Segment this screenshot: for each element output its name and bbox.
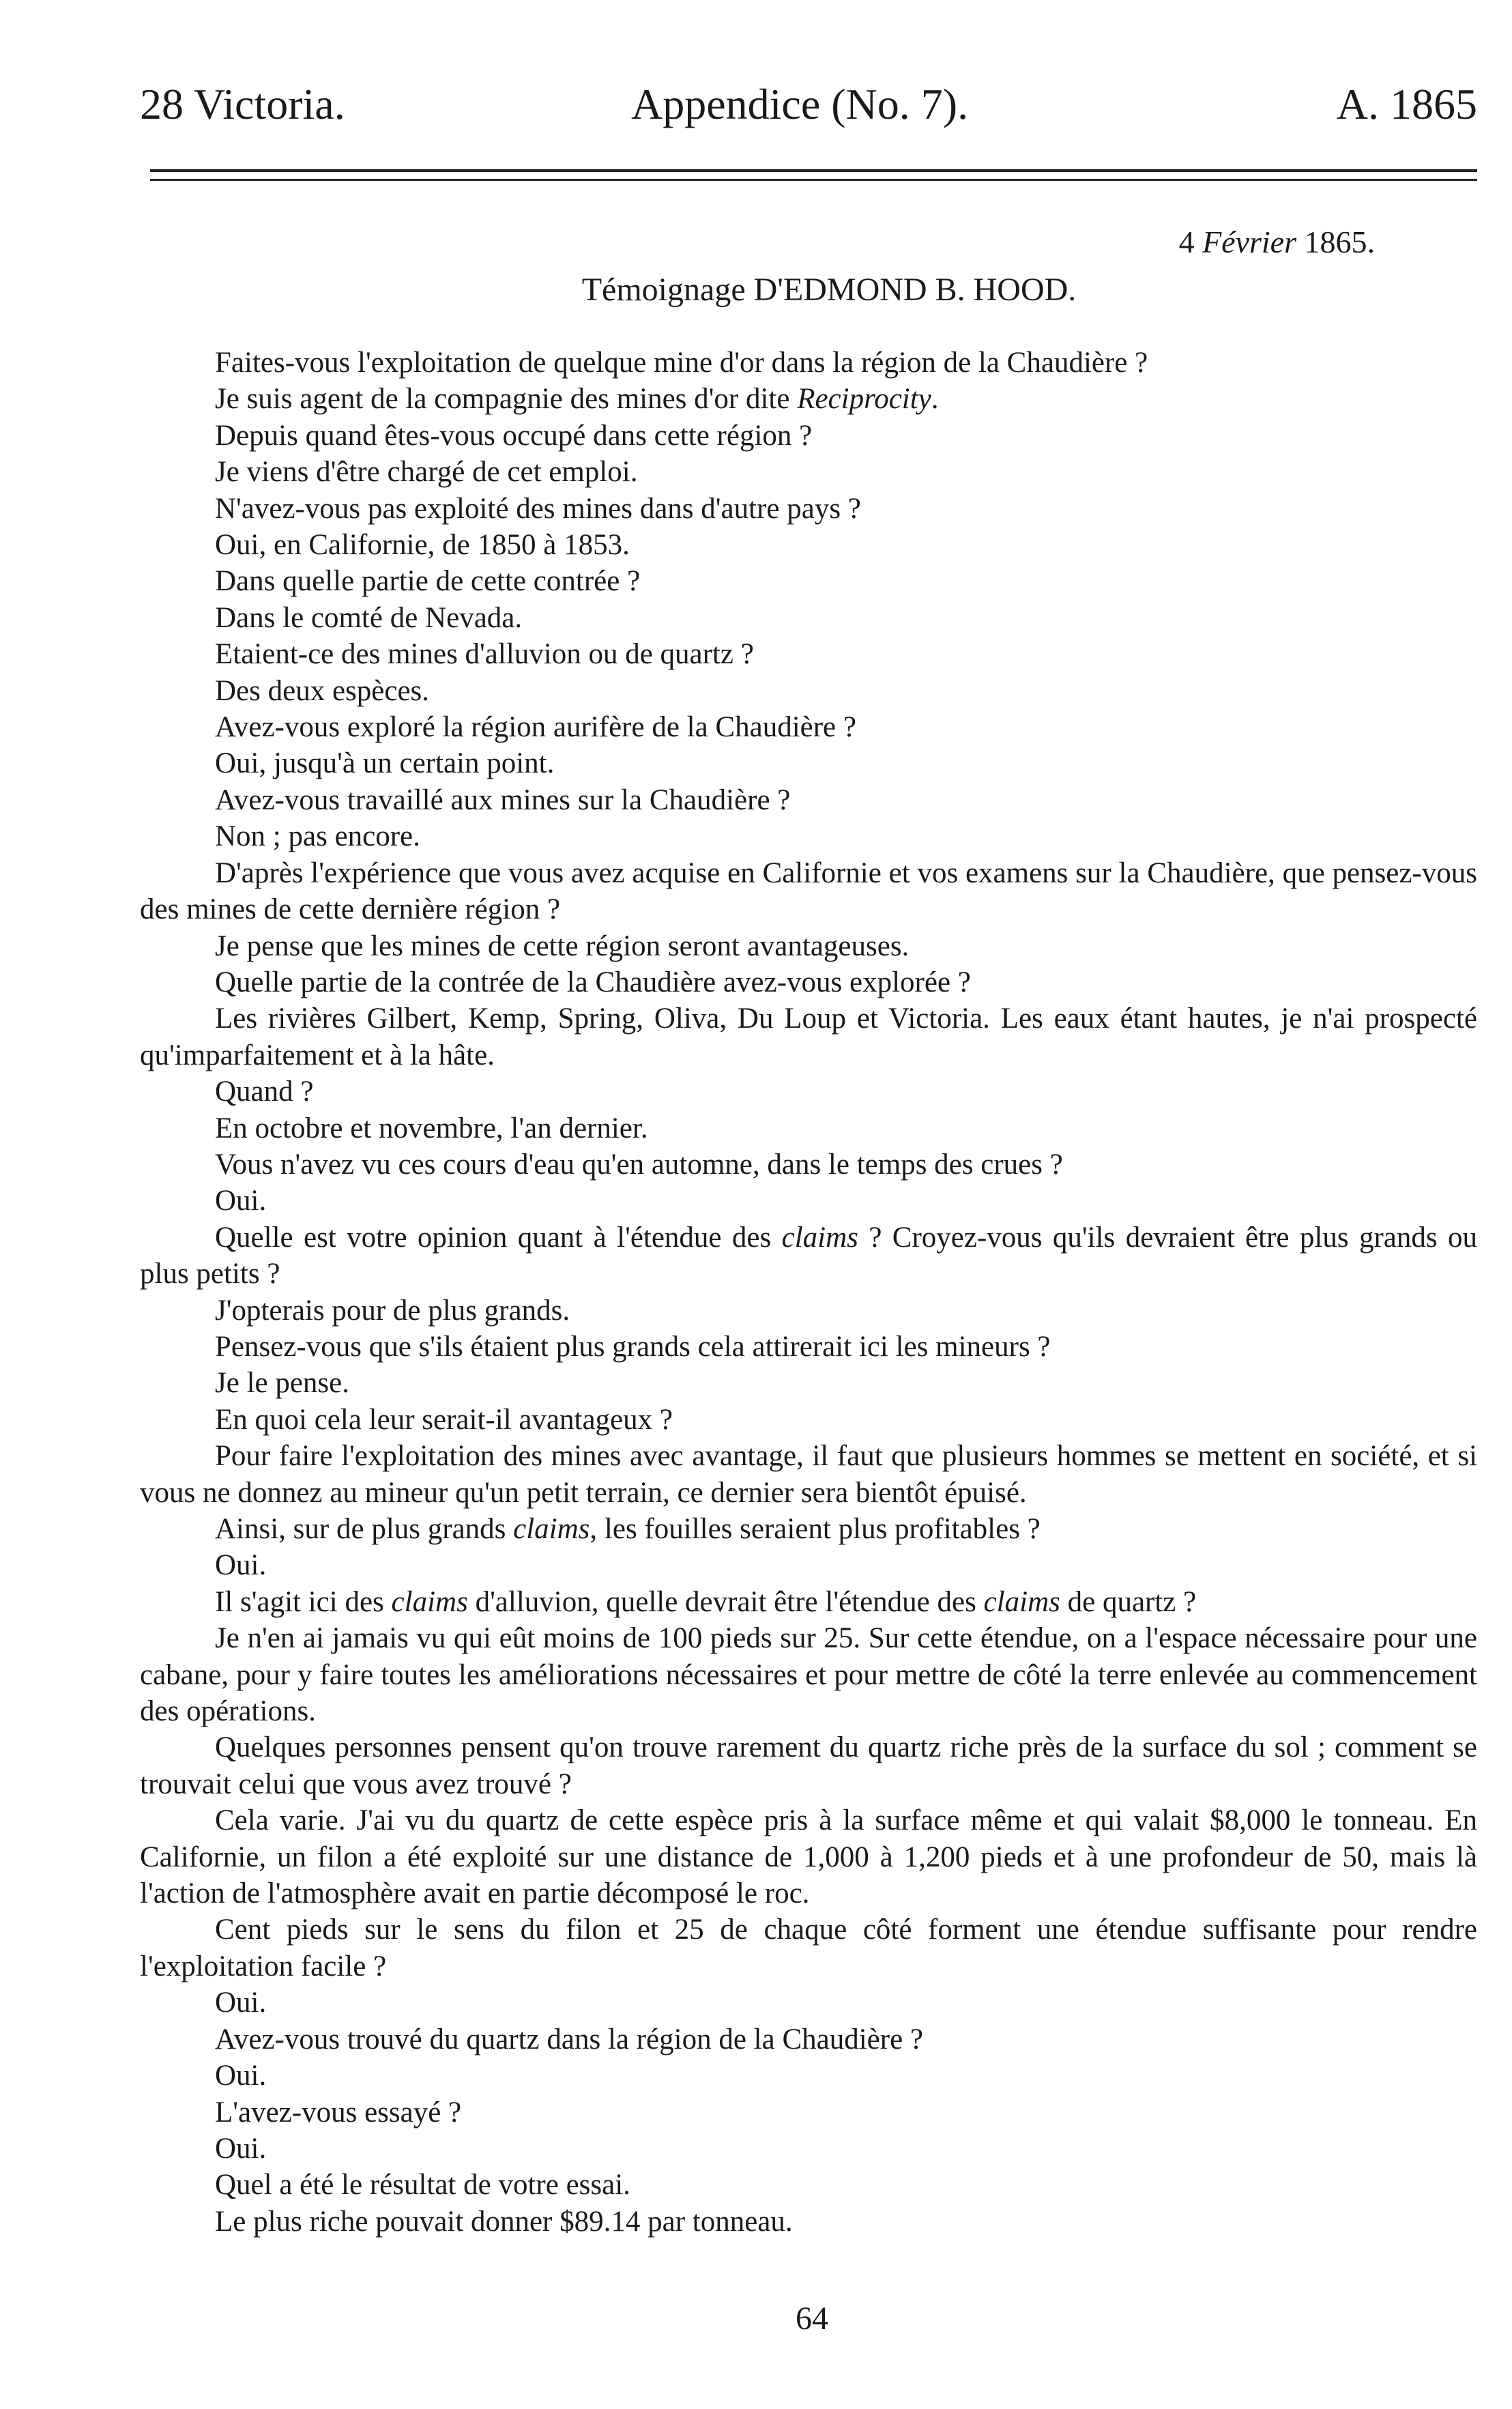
testimony-paragraph: Oui.: [215, 2060, 267, 2092]
testimony-paragraph: Oui.: [215, 1549, 267, 1582]
testimony-paragraph: Pour faire l'exploitation des mines avec avantage, il faut que plusieurs hommes se mettent en société, et si vous ne donnez au mineur qu'un petit terrain, ce dernier sera bientôt épuisé.: [140, 1440, 1477, 1509]
testimony-paragraph: Je le pense.: [215, 1367, 350, 1400]
testimony-paragraph: Quand ?: [215, 1076, 314, 1108]
testimony-paragraph: En quoi cela leur serait-il avantageux ?: [215, 1403, 673, 1436]
testimony-title: Témoignage D'EDMOND B. HOOD.: [581, 272, 1077, 308]
testimony-paragraph: En octobre et novembre, l'an dernier.: [215, 1112, 648, 1144]
testimony-paragraph: Quel a été le résultat de votre essai.: [215, 2169, 630, 2202]
testimony-paragraph: Je viens d'être chargé de cet emploi.: [215, 456, 638, 489]
testimony-paragraph: Les rivières Gilbert, Kemp, Spring, Oliva, Du Loup et Victoria. Les eaux étant hautes, je n'ai prospecté qu'imparfaitement et à la hâte.: [140, 1002, 1477, 1071]
running-header: [140, 74, 1477, 135]
date-year: 1865.: [1304, 225, 1375, 259]
testimony-paragraph: Des deux espèces.: [215, 674, 430, 707]
testimony-paragraph: Pensez-vous que s'ils étaient plus grands cela attirerait ici les mineurs ?: [215, 1330, 1051, 1363]
testimony-paragraph: J'opterais pour de plus grands.: [215, 1294, 570, 1327]
paragraph-text: , les fouilles seraient plus profitables ?: [590, 1513, 1041, 1545]
testimony-paragraph: Etaient-ce des mines d'alluvion ou de quartz ?: [215, 638, 754, 671]
date-day: 4: [1178, 225, 1195, 259]
testimony-paragraph: [140, 381, 1477, 417]
testimony-paragraph: Avez-vous trouvé du quartz dans la région de la Chaudière ?: [215, 2023, 923, 2055]
testimony-paragraph: Je n'en ai jamais vu qui eût moins de 100 pieds sur 25. Sur cette étendue, on a l'espace nécessaire pour une cabane, pour y faire toutes les améliorations nécessaires et pour mettre de côté la terre enlevée au commencement des opérations.: [140, 1622, 1477, 1728]
testimony-paragraph: Oui.: [215, 1987, 267, 2019]
testimony-paragraph: Oui, jusqu'à un certain point.: [215, 747, 555, 780]
testimony-paragraph: Vous n'avez vu ces cours d'eau qu'en automne, dans le temps des crues ?: [215, 1148, 1063, 1181]
paragraph-text: Je suis agent de la compagnie des mines d'or dite: [215, 383, 798, 416]
header-session: 28 Victoria.: [140, 80, 345, 128]
testimony-paragraph: Avez-vous exploré la région aurifère de la Chaudière ?: [215, 711, 856, 744]
testimony-paragraph: Dans le comté de Nevada.: [215, 601, 523, 634]
testimony-paragraph: Oui.: [215, 2132, 267, 2165]
testimony-paragraph: Faites-vous l'exploitation de quelque mine d'or dans la région de la Chaudière ?: [215, 347, 1148, 379]
header-year: A. 1865: [1336, 80, 1477, 128]
italic-term: claims: [391, 1585, 468, 1618]
testimony-paragraph: Quelques personnes pensent qu'on trouve rarement du quartz riche près de la surface du sol ; comment se trouvait celui que vous avez trouvé ?: [140, 1731, 1477, 1800]
testimony-paragraph: Je pense que les mines de cette région seront avantageuses.: [215, 929, 910, 962]
paragraph-text: Il s'agit ici des: [215, 1585, 392, 1618]
header-rule-top: [150, 169, 1477, 172]
testimony-paragraph: N'avez-vous pas exploité des mines dans d'autre pays ?: [215, 492, 861, 525]
testimony-paragraph: Cela varie. J'ai vu du quartz de cette espèce pris à la surface même et qui valait $8,000 le tonneau. En Californie, un filon a été exploité sur une distance de 1,000 à 1,200 pieds et à une profondeur de 50, mais là l'action de l'atmosphère avait en partie décomposé le roc.: [140, 1804, 1477, 1910]
paragraph-text: ? Croyez-vous qu'ils devraient être plus grands ou plus petits ?: [140, 1221, 1477, 1290]
testimony-paragraph: [140, 1220, 1477, 1293]
testimony-paragraph: [140, 1511, 1477, 1547]
testimony-paragraph: Non ; pas encore.: [215, 820, 420, 853]
italic-term: claims: [781, 1221, 858, 1254]
testimony-paragraph: Oui, en Californie, de 1850 à 1853.: [215, 529, 630, 562]
testimony-paragraph: Depuis quand êtes-vous occupé dans cette région ?: [215, 419, 813, 452]
testimony-paragraph: D'après l'expérience que vous avez acquise en Californie et vos examens sur la Chaudière, que pensez-vous des mines de cette dernière région ?: [140, 856, 1477, 926]
paragraph-text: .: [931, 383, 939, 416]
header-rule-bottom: [150, 179, 1477, 181]
header-appendix: Appendice (No. 7).: [631, 80, 969, 128]
paragraph-text: Ainsi, sur de plus grands: [215, 1513, 514, 1545]
testimony-paragraph: [140, 1584, 1477, 1620]
paragraph-text: Quelle est votre opinion quant à l'étendue des: [215, 1221, 782, 1254]
paragraph-text: d'alluvion, quelle devrait être l'étendue des: [467, 1585, 984, 1618]
testimony-paragraph: Oui.: [215, 1185, 267, 1217]
italic-term: claims: [983, 1585, 1060, 1618]
testimony-paragraph: Quelle partie de la contrée de la Chaudière avez-vous explorée ?: [215, 966, 971, 998]
testimony-paragraph: Le plus riche pouvait donner $89.14 par tonneau.: [215, 2205, 793, 2238]
testimony-paragraph: Dans quelle partie de cette contrée ?: [215, 565, 641, 598]
italic-term: claims: [513, 1513, 590, 1545]
paragraph-text: de quartz ?: [1060, 1585, 1197, 1618]
testimony-paragraph: L'avez-vous essayé ?: [215, 2096, 462, 2129]
page-number: 64: [796, 2300, 828, 2337]
testimony-date: [1179, 218, 1375, 266]
italic-term: Reciprocity: [797, 383, 931, 416]
testimony-paragraph: Cent pieds sur le sens du filon et 25 de chaque côté forment une étendue suffisante pour rendre l'exploitation facile ?: [140, 1914, 1477, 1982]
testimony-body: [140, 345, 1477, 2240]
date-month: Février: [1202, 225, 1296, 259]
testimony-paragraph: Avez-vous travaillé aux mines sur la Chaudière ?: [215, 783, 791, 816]
